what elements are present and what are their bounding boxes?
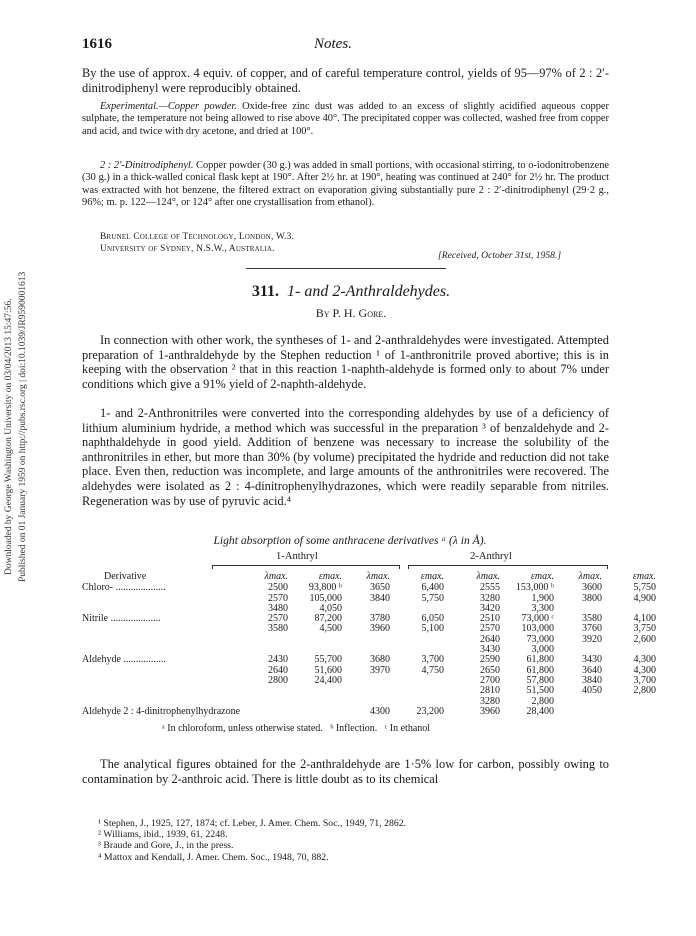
intro-paragraph: By the use of approx. 4 equiv. of copper, and of careful temperature control, yields of 95—97% of 2 : 2′-dinitrodiphenyl were reproducibly obtained.: [82, 66, 609, 95]
cell: 2650: [480, 664, 501, 676]
header-lambda: λmax.: [366, 571, 391, 582]
table-row: [82, 686, 656, 696]
group-brace-2: [408, 565, 608, 569]
article-title: [206, 283, 496, 301]
table-caption: Light absorption of some anthracene derivatives ᵃ (λ in Å).: [213, 534, 487, 547]
cell: 3580: [268, 623, 289, 635]
cell: 61,800: [526, 664, 555, 676]
cell: 2,800: [633, 685, 657, 697]
cell: 55,700: [314, 654, 343, 666]
experimental-text: Oxide-free zinc dust was added to an excess of slightly acidified aqueous copper sulphate, the temperature not being allowed to rise above 40°. The precipitated copper was collected, washed free from copper and acid, and twice with dry acetone, and dried at 100°.: [82, 101, 609, 137]
cell: [82, 676, 240, 686]
cell: 3280: [480, 695, 501, 707]
cell: [288, 697, 342, 707]
header-derivative: Derivative: [104, 571, 147, 582]
cell: 2700: [480, 674, 501, 686]
cell: 4,050: [319, 602, 343, 614]
table-row: [82, 655, 656, 665]
cell: [342, 686, 390, 696]
cell: 6,050: [421, 613, 445, 625]
cell: [82, 624, 240, 634]
reference-item: ² Williams, ibid., 1939, 61, 2248.: [98, 829, 228, 841]
cell: 24,400: [314, 674, 343, 686]
cell: 3960: [370, 623, 391, 635]
cell: 1,900: [531, 592, 555, 604]
table-header-row: [82, 572, 656, 583]
table-row: [82, 676, 656, 686]
cell: 3780: [370, 613, 391, 625]
cell: 3,750: [633, 623, 657, 635]
cell: 73,000 ᶜ: [521, 613, 555, 625]
cell: 2590: [480, 654, 501, 666]
cell: [554, 707, 602, 717]
received-date: [Received, October 31st, 1958.]: [438, 250, 562, 261]
experimental-label: Experimental.—Copper powder.: [100, 101, 237, 112]
cell: 2500: [268, 582, 289, 594]
cell: 4,750: [421, 664, 445, 676]
cell: Aldehyde .................: [82, 654, 166, 666]
cell: 3600: [582, 582, 603, 594]
column-gap: [444, 635, 452, 645]
column-gap: [444, 676, 452, 686]
cell: [288, 707, 342, 717]
cell: 4,100: [633, 613, 657, 625]
experimental-paragraph: [82, 101, 609, 138]
table-row: [82, 583, 656, 593]
cell: 105,000: [309, 592, 343, 604]
cell: 3800: [582, 592, 603, 604]
cell: 57,800: [526, 674, 555, 686]
table-row: [82, 604, 656, 614]
cell: 2810: [480, 685, 501, 697]
cell: [82, 635, 240, 645]
address-sydney: University of Sydney, N.S.W., Australia.: [100, 244, 275, 254]
cell: 87,200: [314, 613, 343, 625]
cell: [288, 635, 342, 645]
cell: 6,400: [421, 582, 445, 594]
cell: [342, 676, 390, 686]
table-row: [82, 624, 656, 634]
cell: 3430: [480, 644, 501, 656]
header-epsilon: εmax.: [530, 571, 555, 582]
header-lambda: λmax.: [578, 571, 603, 582]
column-gap: [444, 583, 452, 593]
cell: 2,600: [633, 633, 657, 645]
cell: 2570: [268, 592, 289, 604]
cell: [288, 686, 342, 696]
address-brunel: Brunel College of Technology, London, W.3.: [100, 232, 295, 242]
column-gap: [444, 655, 452, 665]
page-number: 1616: [82, 36, 112, 52]
cell: 3640: [582, 664, 603, 676]
cell: 3280: [480, 592, 501, 604]
cell: 3760: [582, 623, 603, 635]
cell: 28,400: [526, 705, 555, 717]
body-paragraph-2: 1- and 2-Anthronitriles were converted into the corresponding aldehydes by use of a deficiency of lithium aluminium hydride, a method which was successful in the preparation ³ of benzaldehyde and 2-naphthaldehyde in good yield. Addition of benzene was necessary to increase the solubility of the anthronitriles in ether, but more than 30% (by volume) precipitated the hydride and reduction did not take place. Even then, reduction was incomplete, and large amounts of the anthronitriles were recovered. The aldehydes were isolated as 2 : 4-dinitrophenylhydrazones, which were readily separable from nitriles. Regeneration was by use of pyruvic acid.⁴: [82, 406, 609, 508]
cell: 3420: [480, 602, 501, 614]
body-paragraph-3: The analytical figures obtained for the 2-anthraldehyde are 1·5% low for carbon, possibly owing to contamination by 2-anthroic acid. There is little doubt as to its chemical: [82, 757, 609, 786]
table-row: [82, 594, 656, 604]
cell: 4,300: [633, 654, 657, 666]
cell: 3,700: [633, 674, 657, 686]
cell: 3,700: [421, 654, 445, 666]
cell: 3480: [268, 602, 289, 614]
cell: [390, 686, 444, 696]
references: [82, 818, 609, 863]
table-row: [82, 707, 656, 717]
absorption-table: [82, 572, 656, 717]
cell: 2640: [480, 633, 501, 645]
cell: 3430: [582, 654, 603, 666]
cell: 23,200: [416, 705, 445, 717]
column-gap: [444, 686, 452, 696]
cell: 3,300: [531, 602, 555, 614]
cell: 2570: [268, 613, 289, 625]
column-gap: [444, 594, 452, 604]
cell: [82, 666, 240, 676]
cell: Chloro- ....................: [82, 582, 166, 594]
cell: 73,000: [526, 633, 555, 645]
cell: 103,000: [521, 623, 555, 635]
column-gap: [444, 572, 452, 583]
cell: 93,800 ᵇ: [308, 582, 343, 594]
column-gap: [444, 614, 452, 624]
cell: 2570: [480, 623, 501, 635]
article-number: 311.: [251, 283, 280, 300]
group-brace-1: [212, 565, 400, 569]
table-row: [82, 614, 656, 624]
cell: [82, 594, 240, 604]
reference-item: ⁴ Mattox and Kendall, J. Amer. Chem. Soc., 1948, 70, 882.: [98, 851, 329, 863]
cell: [240, 697, 288, 707]
body-paragraph-1: In connection with other work, the syntheses of 1- and 2-anthraldehydes were investigated. Attempted preparation of 1-anthraldehyde by the Stephen reduction ¹ of 1-anthronitrile proved abortive; this is in keeping with the observation ² that in this reaction 1-naphth-aldehyde is formed only to about 7% under conditions which give a 91% yield of 2-naphth-aldehyde.: [82, 333, 609, 391]
cell: 2555: [480, 582, 501, 594]
header-lambda: λmax.: [476, 571, 501, 582]
cell: [602, 697, 656, 707]
column-gap: [444, 707, 452, 717]
column-gap: [444, 697, 452, 707]
cell: 3920: [582, 633, 603, 645]
cell: [82, 686, 240, 696]
cell: 5,750: [421, 592, 445, 604]
cell: 4050: [582, 685, 603, 697]
table-row: [82, 635, 656, 645]
cell: 2510: [480, 613, 501, 625]
running-head: Notes.: [314, 36, 352, 52]
cell: Nitrile ....................: [82, 613, 161, 625]
cell: 4,300: [633, 664, 657, 676]
reference-item: ¹ Stephen, J., 1925, 127, 1874; cf. Leber, J. Amer. Chem. Soc., 1949, 71, 2862.: [98, 818, 407, 829]
cell: [240, 707, 288, 717]
column-gap: [444, 604, 452, 614]
cell: 3960: [480, 705, 501, 717]
cell: 4,900: [633, 592, 657, 604]
table-footnote: ᵃ In chloroform, unless otherwise stated. ᵇ Inflection. ᶜ In ethanol: [162, 723, 431, 734]
section-divider: [246, 268, 446, 269]
cell: 2,800: [531, 695, 555, 707]
group-label-1-anthryl: 1-Anthryl: [276, 551, 318, 562]
cell: 4,500: [319, 623, 343, 635]
table-row: [82, 666, 656, 676]
header-epsilon: εmax.: [318, 571, 343, 582]
download-watermark: Downloaded by George Washington University on 03/04/2013 15:47:56.: [4, 298, 14, 575]
header-epsilon: εmax.: [632, 571, 657, 582]
cell: 3580: [582, 613, 603, 625]
cell: 3840: [582, 674, 603, 686]
cell: 2640: [268, 664, 289, 676]
cell: [342, 635, 390, 645]
dinitro-paragraph: [82, 160, 609, 209]
cell: 4300: [370, 705, 391, 717]
cell: 3840: [370, 592, 391, 604]
dinitro-label: 2 : 2′-Dinitrodiphenyl.: [100, 160, 194, 171]
header-lambda: λmax.: [264, 571, 289, 582]
column-gap: [444, 666, 452, 676]
cell: 2800: [268, 674, 289, 686]
cell: 2430: [268, 654, 289, 666]
article-title-text: 1- and 2-Anthraldehydes.: [287, 283, 451, 300]
cell: 3,000: [531, 644, 555, 656]
reference-item: ³ Braude and Gore, J., in the press.: [98, 840, 234, 852]
cell: 51,600: [314, 664, 343, 676]
cell: 153,000 ᵇ: [515, 582, 555, 594]
cell: 3970: [370, 664, 391, 676]
cell: [602, 707, 656, 717]
dinitro-text: Copper powder (30 g.) was added in small portions, with occasional stirring, to o-iodonitrobenzene (30 g.) in a thick-walled conical flask kept at 190°. After 2½ hr. at 190°, heating was continued at 240° for 2½ hr. The product was extracted with hot benzene, the filtered extract on evaporation giving substantially pure 2 : 2′-dinitrodiphenyl (29·2 g., 96%; m. p. 122—124°, or 124° after one crystallisation from ethanol).: [82, 160, 609, 208]
cell: [390, 676, 444, 686]
cell: 5,750: [633, 582, 657, 594]
table-row: [82, 645, 656, 655]
cell: 61,800: [526, 654, 555, 666]
cell: 5,100: [421, 623, 445, 635]
group-label-2-anthryl: 2-Anthryl: [470, 551, 512, 562]
header-epsilon: εmax.: [420, 571, 445, 582]
cell: [240, 635, 288, 645]
cell: Aldehyde 2 : 4-dinitrophenylhydrazone: [82, 705, 241, 717]
cell: 3650: [370, 582, 391, 594]
column-gap: [444, 645, 452, 655]
column-gap: [444, 624, 452, 634]
doi-watermark[interactable]: Published on 01 January 1959 on http://pubs.rsc.org | doi:10.1039/JR9590001613: [18, 271, 28, 582]
cell: [240, 686, 288, 696]
article-author: By P. H. Gore.: [315, 306, 387, 320]
cell: [554, 697, 602, 707]
cell: [390, 635, 444, 645]
cell: 3680: [370, 654, 391, 666]
cell: 51,500: [526, 685, 555, 697]
